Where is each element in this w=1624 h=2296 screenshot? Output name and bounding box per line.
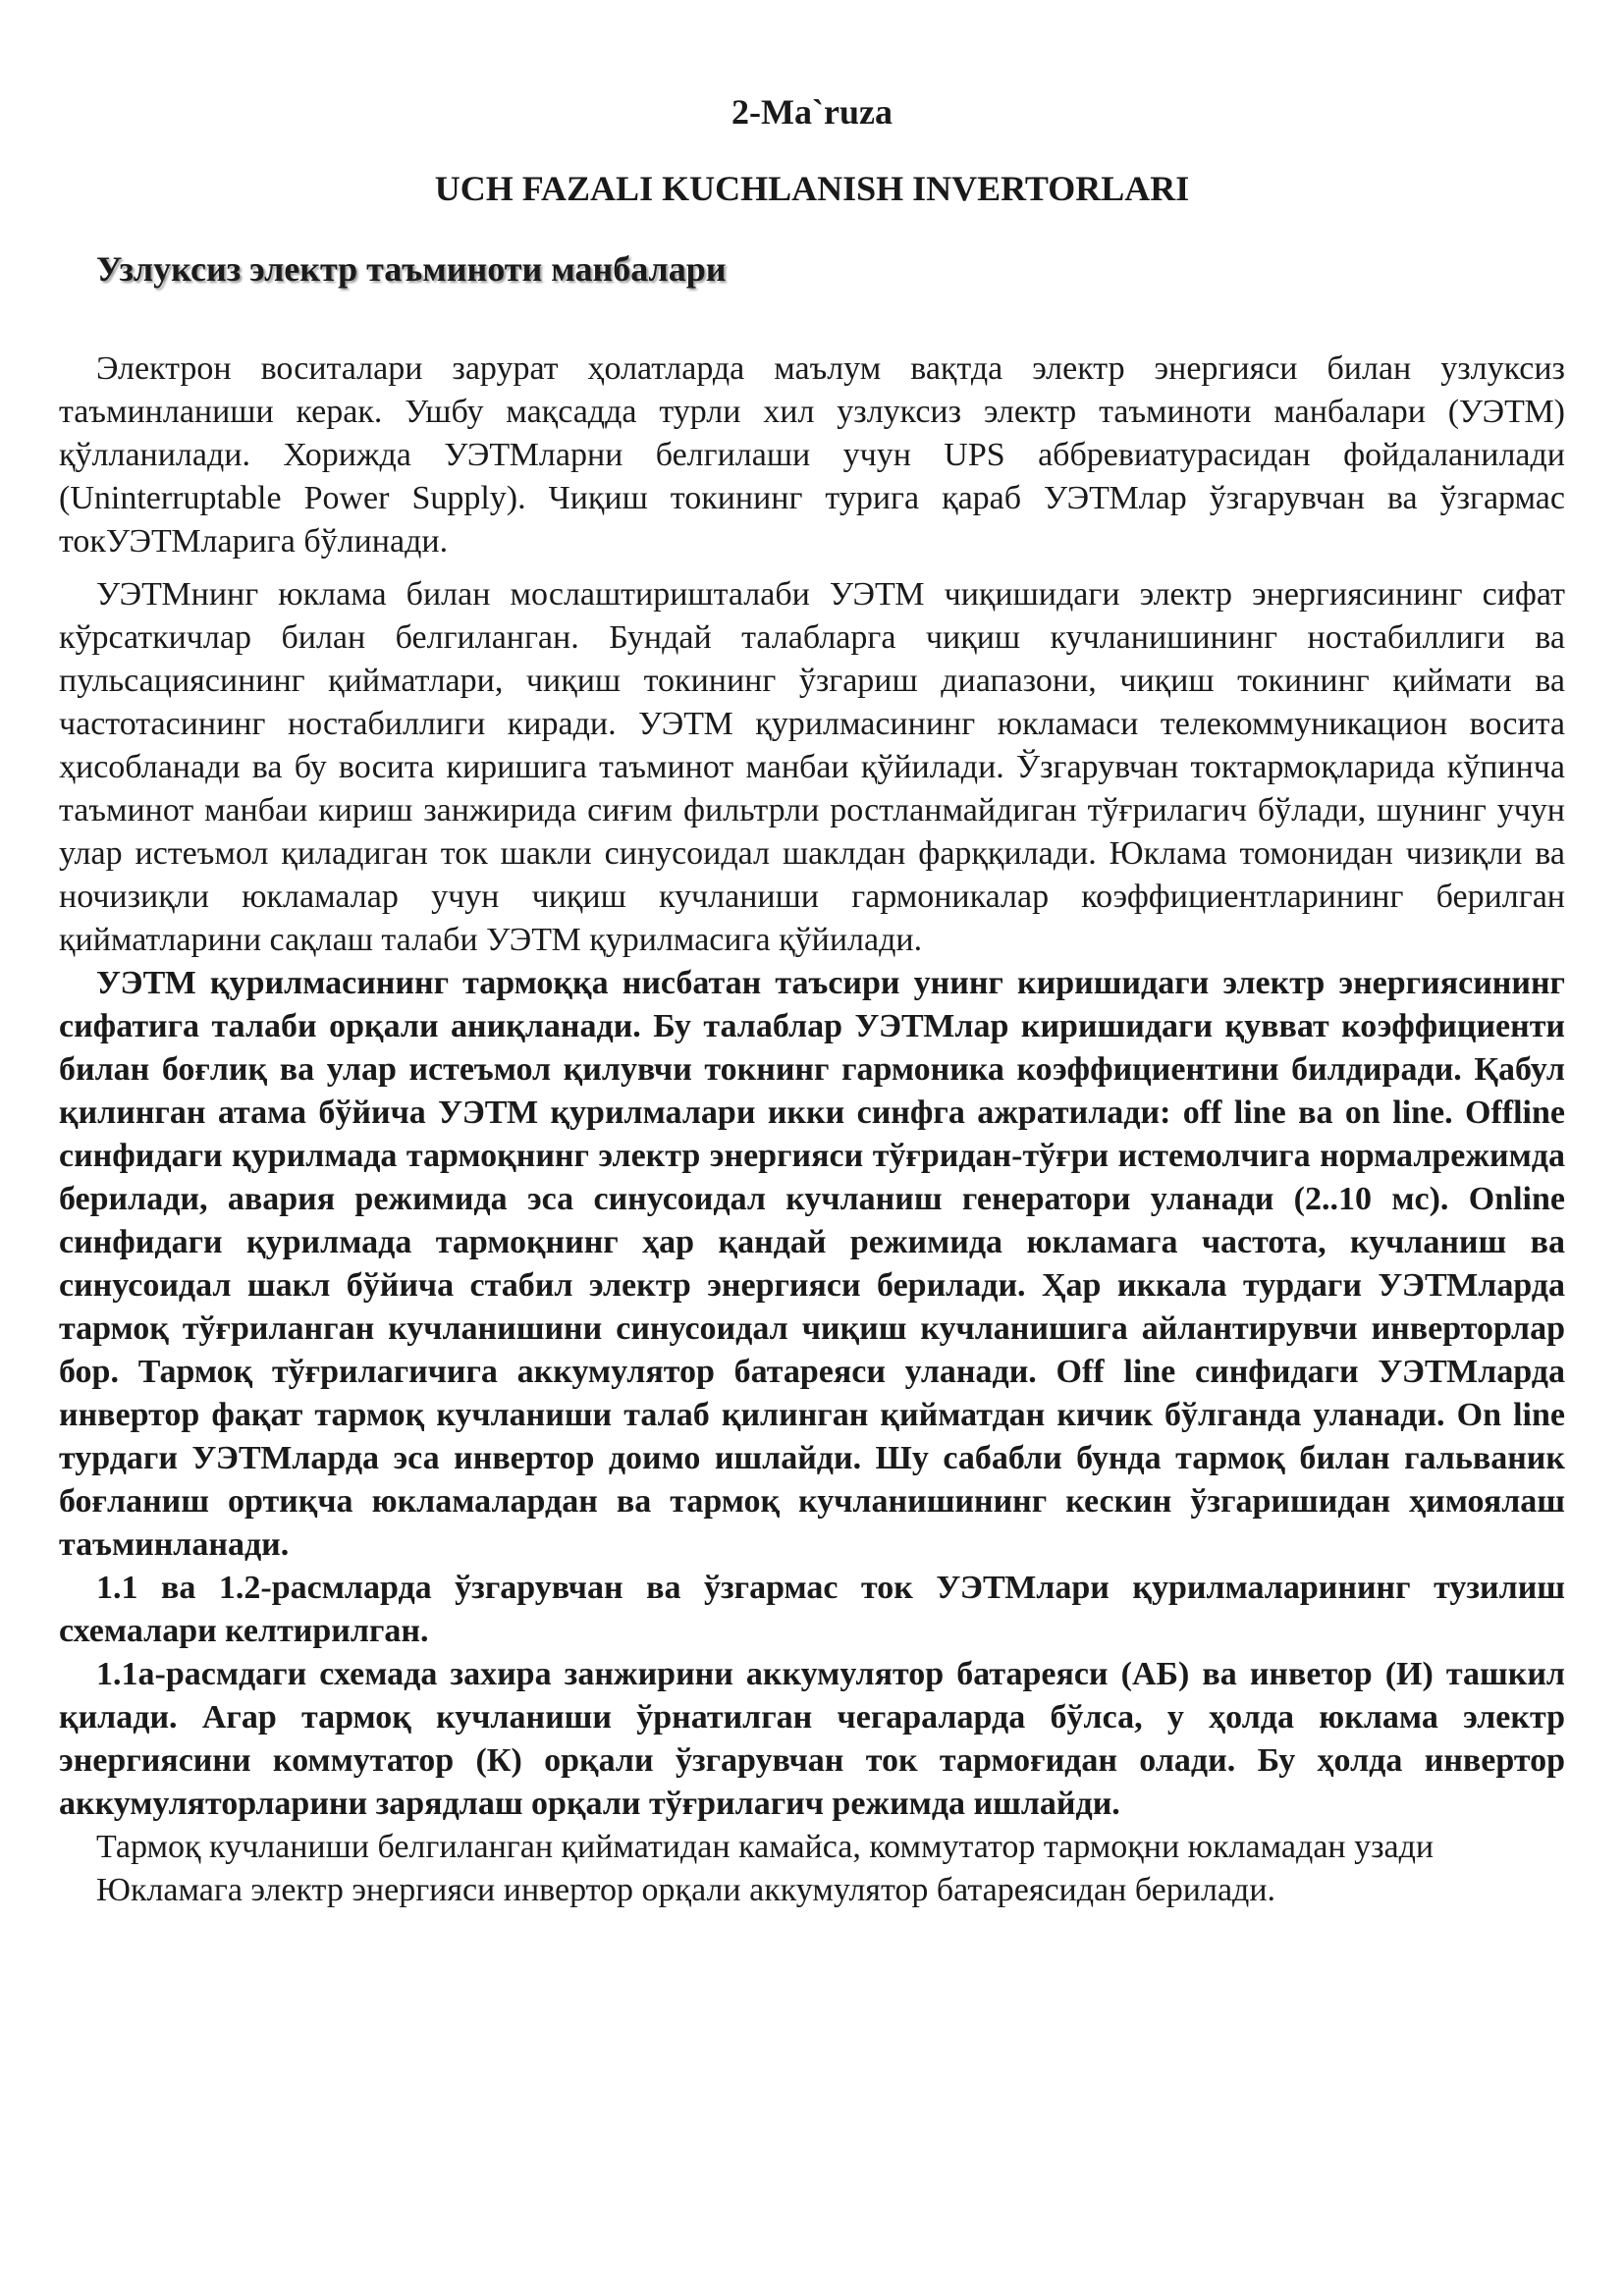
paragraph-scheme-description: 1.1а-расмдаги схемада захира занжирини аккумулятор батареяси (АБ) ва инветор (И) ташкил қилади. Агар тармоқ кучланиши ўрнатилган чегараларда бўлса, у ҳолда юклама электр энергиясини коммутатор (К) орқали ўзгарувчан ток тармоғидан олади. Бу ҳолда инвертор аккумуляторларини зарядлаш орқали тўғрилагич режимда ишлайди. <box>59 1656 1565 1822</box>
lecture-number: 2-Ma`ruza <box>731 92 893 132</box>
section-heading: Узлуксиз электр таъминоти манбалари <box>96 249 727 289</box>
paragraph-figure-reference: 1.1 ва 1.2-расмларда ўзгарувчан ва ўзгармас ток УЭТМлари қурилмаларининг тузилиш схемалари келтирилган. <box>59 1570 1565 1649</box>
paragraph-network-influence: УЭТМ қурилмасининг тармоққа нисбатан таъсири унинг киришидаги электр энергиясининг сифатига талаби орқали аниқланади. Бу талаблар УЭТМлар киришидаги қувват коэффициенти билан боғлиқ ва улар истеъмол қилувчи токнинг гармоника коэффициентини билдиради. Қабул қилинган атама бўйича УЭТМ қурилмалари икки синфга ажратилади: off line ва on line. Offline синфидаги қурилмада тармоқнинг электр энергияси тўғридан-тўғри истемолчига нормалрежимда берилади, авария режимида эса синусоидал кучланиш генератори уланади (2..10 мс). Online синфидаги қурилмада тармоқнинг ҳар қандай режимида юкламага частота, кучланиш ва синусоидал шакл бўйича стабил электр энергияси берилади. Ҳар иккала турдаги УЭТМларда тармоқ тўғриланган кучланишини синусоидал чиқиш кучланишига айлантирувчи инверторлар бор. Тармоқ тўғрилагичига аккумулятор батареяси уланади. Off line синфидаги УЭТМларда инвертор фақат тармоқ кучланиши талаб қилинган қийматдан кичик бўлганда уланади. On line турдаги УЭТМларда эса инвертор доимо ишлайди. Шу сабабли бунда тармоқ билан гальваник боғланиш ортиқча юкламалардан ва тармоқ кучланишининг кескин ўзгаришидан ҳимоялаш таъминланади. <box>59 965 1565 1563</box>
document-page <box>59 88 1565 1912</box>
paragraph-intro: Электрон воситалари зарурат ҳолатларда маълум вақтда электр энергияси билан узлуксиз таъминланиши керак. Ушбу мақсадда турли хил узлуксиз электр таъминоти манбалари (УЭТМ) қўлланилади. Хорижда УЭТМларни белгилаши учун UPS аббревиатурасидан фойдаланилади (Uninterruptable Power Supply). Чиқиш токининг турига қараб УЭТМлар ўзгарувчан ва ўзгармас токУЭТМларига бўлинади. <box>59 350 1565 560</box>
document-title: UCH FAZALI KUCHLANISH INVERTORLARI <box>434 169 1190 208</box>
paragraph-load-requirements: УЭТМнинг юклама билан мослаштиришталаби УЭТМ чиқишидаги электр энергиясининг сифат кўрсаткичлар билан белгиланган. Бундай талабларга чиқиш кучланишининг ностабиллиги ва пульсациясининг қийматлари, чиқиш токининг ўзгариш диапазони, чиқиш токининг қиймати ва частотасининг ностабиллиги киради. УЭТМ қурилмасининг юкламаси телекоммуникацион восита ҳисобланади ва бу восита киришига таъминот манбаи қўйилади. Ўзгарувчан токтармоқларида кўпинча таъминот манбаи кириш занжирида сиғим фильтрли ростланмайдиган тўғрилагич бўлади, шунинг учун улар истеъмол қиладиган ток шакли синусоидал шаклдан фарққилади. Юклама томонидан чизиқли ва ночизиқли юкламалар учун чиқиш кучланиши гармоникалар коэффициентларининг берилган қийматларини сақлаш талаби УЭТМ қурилмасига қўйилади. <box>59 576 1565 958</box>
paragraph-battery-supply: Юкламага электр энергияси инвертор орқали аккумулятор батареясидан берилади. <box>96 1872 1276 1908</box>
paragraph-switch-disconnect: Тармоқ кучланиши белгиланган қийматидан камайса, коммутатор тармоқни юкламадан узади <box>96 1829 1435 1865</box>
